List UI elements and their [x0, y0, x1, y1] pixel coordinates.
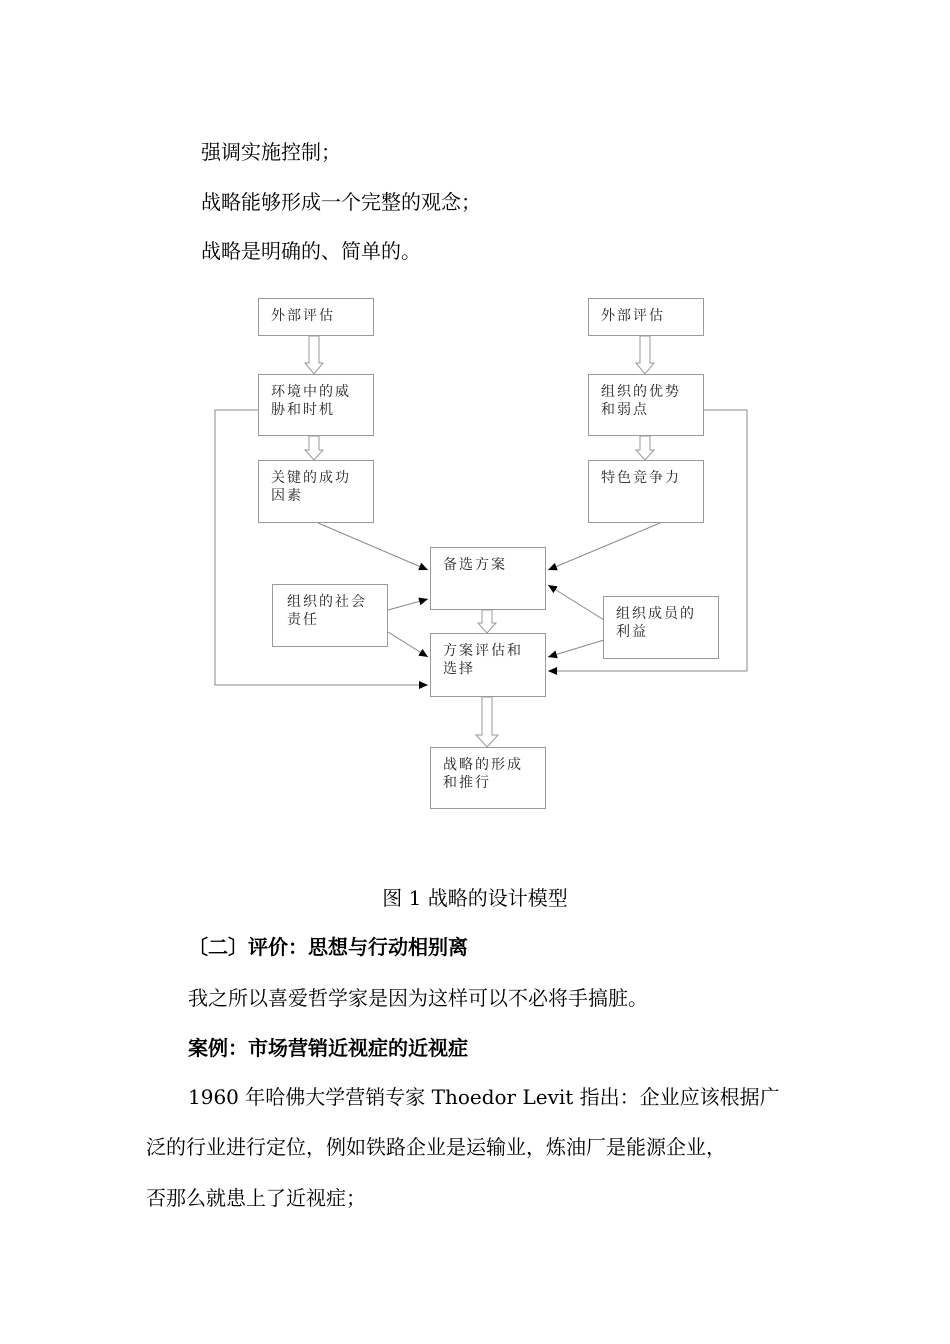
box-external-eval-right: 外部评估 [588, 298, 704, 336]
hollow-arrow-right-2 [636, 436, 654, 460]
box-env-threats: 环境中的威胁和时机 [258, 374, 374, 436]
hollow-arrow-left-1 [305, 336, 323, 374]
box-external-eval-left: 外部评估 [258, 298, 374, 336]
connector-member-to-alt [548, 585, 604, 620]
box-key-success: 关键的成功因素 [258, 460, 374, 523]
hollow-arrow-right-1 [636, 336, 654, 374]
hollow-arrow-mid [478, 610, 496, 633]
section-heading: 〔二〕评价：思想与行动相别离 [188, 935, 468, 959]
connector-key-success [318, 523, 428, 570]
case-heading: 案例：市场营销近视症的近视症 [188, 1036, 468, 1060]
figure-caption: 图 1 战略的设计模型 [382, 886, 568, 910]
box-member-interest: 组织成员的利益 [603, 596, 719, 659]
quote-line: 我之所以喜爱哲学家是因为这样可以不必将手搞脏。 [188, 986, 648, 1010]
box-org-strengths: 组织的优势和弱点 [588, 374, 704, 436]
connector-member-to-eval [548, 640, 604, 657]
hollow-arrow-left-2 [305, 436, 323, 460]
case-body-line-1: 1960 年哈佛大学营销专家 Thoedor Levit 指出：企业应该根据广 [188, 1085, 780, 1109]
case-body-line-3: 否那么就患上了近视症； [146, 1186, 366, 1210]
box-formation: 战略的形成和推行 [430, 747, 546, 809]
case-body-line-2: 泛的行业进行定位，例如铁路企业是运输业，炼油厂是能源企业， [146, 1135, 726, 1159]
hollow-arrow-bottom [476, 697, 498, 747]
connector-social-to-alt [388, 599, 428, 610]
connector-distinctive [548, 523, 660, 570]
connector-social-to-eval [388, 632, 428, 657]
box-distinctive: 特色竞争力 [588, 460, 704, 523]
intro-line-2: 战略能够形成一个完整的观念； [201, 190, 481, 214]
intro-line-1: 强调实施控制； [201, 140, 341, 164]
intro-line-3: 战略是明确的、简单的。 [201, 239, 421, 263]
box-evaluation: 方案评估和选择 [430, 633, 546, 697]
box-alternatives: 备选方案 [430, 547, 546, 610]
box-social-resp: 组织的社会责任 [272, 584, 388, 647]
